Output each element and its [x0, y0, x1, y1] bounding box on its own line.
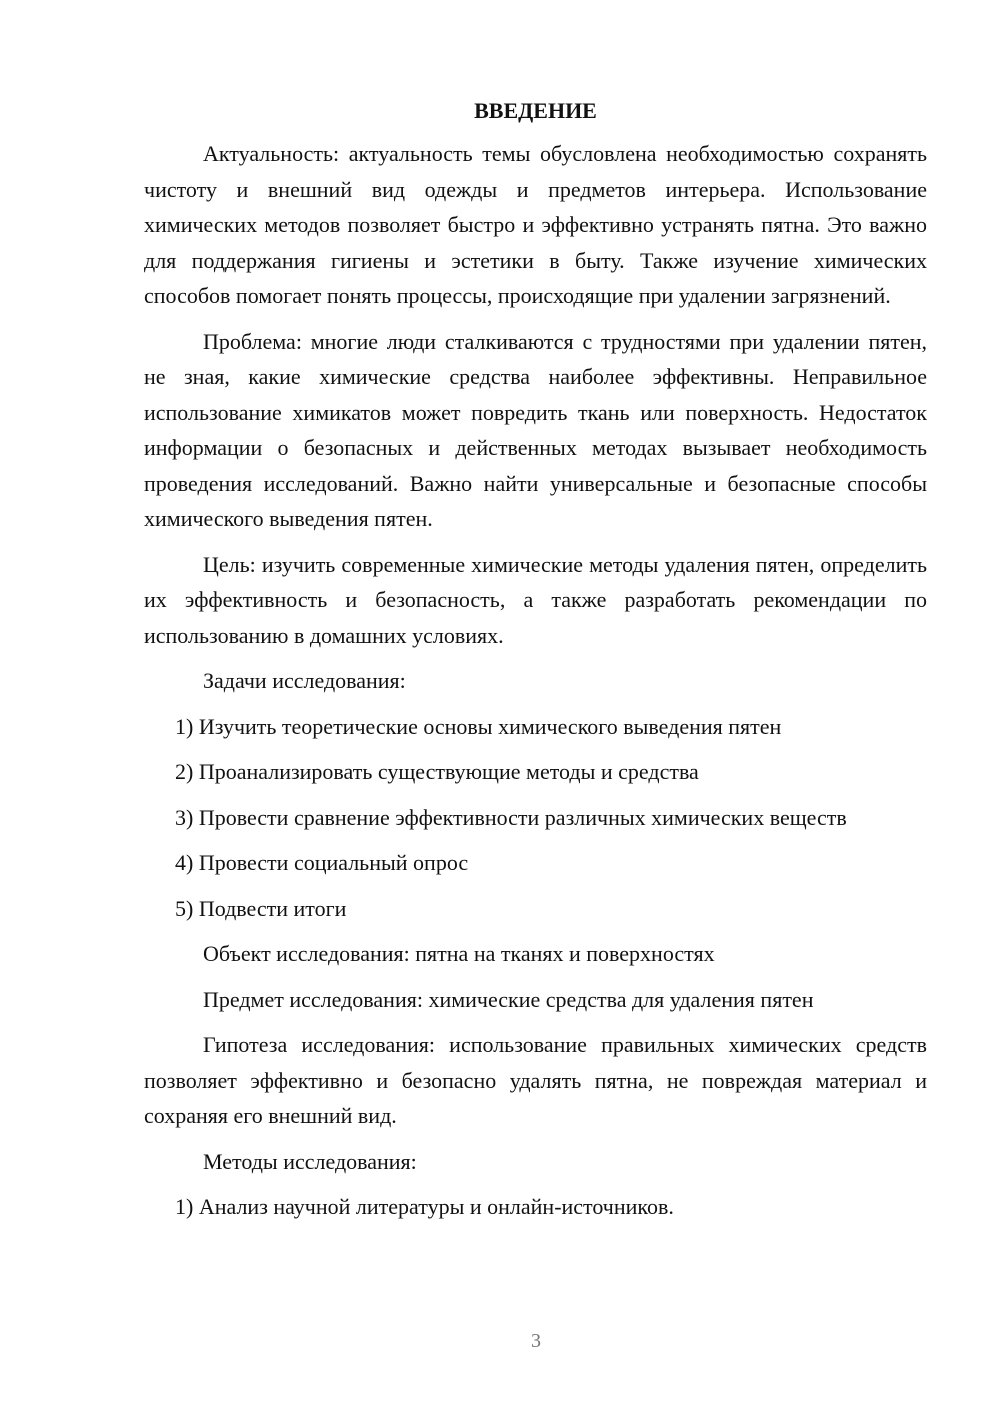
methods-heading: Методы исследования:: [203, 1148, 417, 1174]
tasks-heading: Задачи исследования:: [203, 668, 406, 693]
research-subject: Предмет исследования: химические средства для удаления пятен: [203, 986, 814, 1012]
method-item-1: 1) Анализ научной литературы и онлайн-источников.: [175, 1194, 674, 1219]
task-item-5: 5) Подвести итоги: [175, 895, 347, 921]
task-item-4: 4) Провести социальный опрос: [175, 850, 469, 875]
relevance-paragraph: Актуальность: актуальность темы обусловлена необходимостью сохранять чистоту и внешний вид одежды и предметов интерьера. Использование химических методов позволяет быстро и эффективно устранять пятна. Это важно для поддержания гигиены и эстетики в быту. Также изучение химических способов помогает понять процессы, происходящие при удалении загрязнений.: [144, 141, 927, 308]
page-content: [144, 96, 927, 1235]
section-title: ВВЕДЕНИЕ: [474, 98, 597, 123]
goal-paragraph: Цель: изучить современные химические методы удаления пятен, определить их эффективность и безопасность, а также разработать рекомендации по использованию в домашних условиях.: [144, 551, 927, 648]
hypothesis-paragraph: Гипотеза исследования: использование правильных химических средств позволяет эффективно и безопасно удалять пятна, не повреждая материал и сохраняя его внешний вид.: [144, 1032, 927, 1128]
task-item-1: 1) Изучить теоретические основы химического выведения пятен: [175, 713, 782, 739]
task-item-3: 3) Провести сравнение эффективности различных химических веществ: [175, 804, 847, 830]
task-item-2: 2) Проанализировать существующие методы и средства: [175, 759, 699, 784]
page-number: 3: [531, 1330, 541, 1352]
research-object: Объект исследования: пятна на тканях и поверхностях: [203, 941, 715, 966]
problem-paragraph: Проблема: многие люди сталкиваются с трудностями при удалении пятен, не зная, какие химические средства наиболее эффективны. Неправильное использование химикатов может повредить ткань или поверхность. Недостаток информации о безопасных и действенных методах вызывает необходимость проведения исследований. Важно найти универсальные и безопасные способы химического выведения пятен.: [144, 328, 927, 531]
